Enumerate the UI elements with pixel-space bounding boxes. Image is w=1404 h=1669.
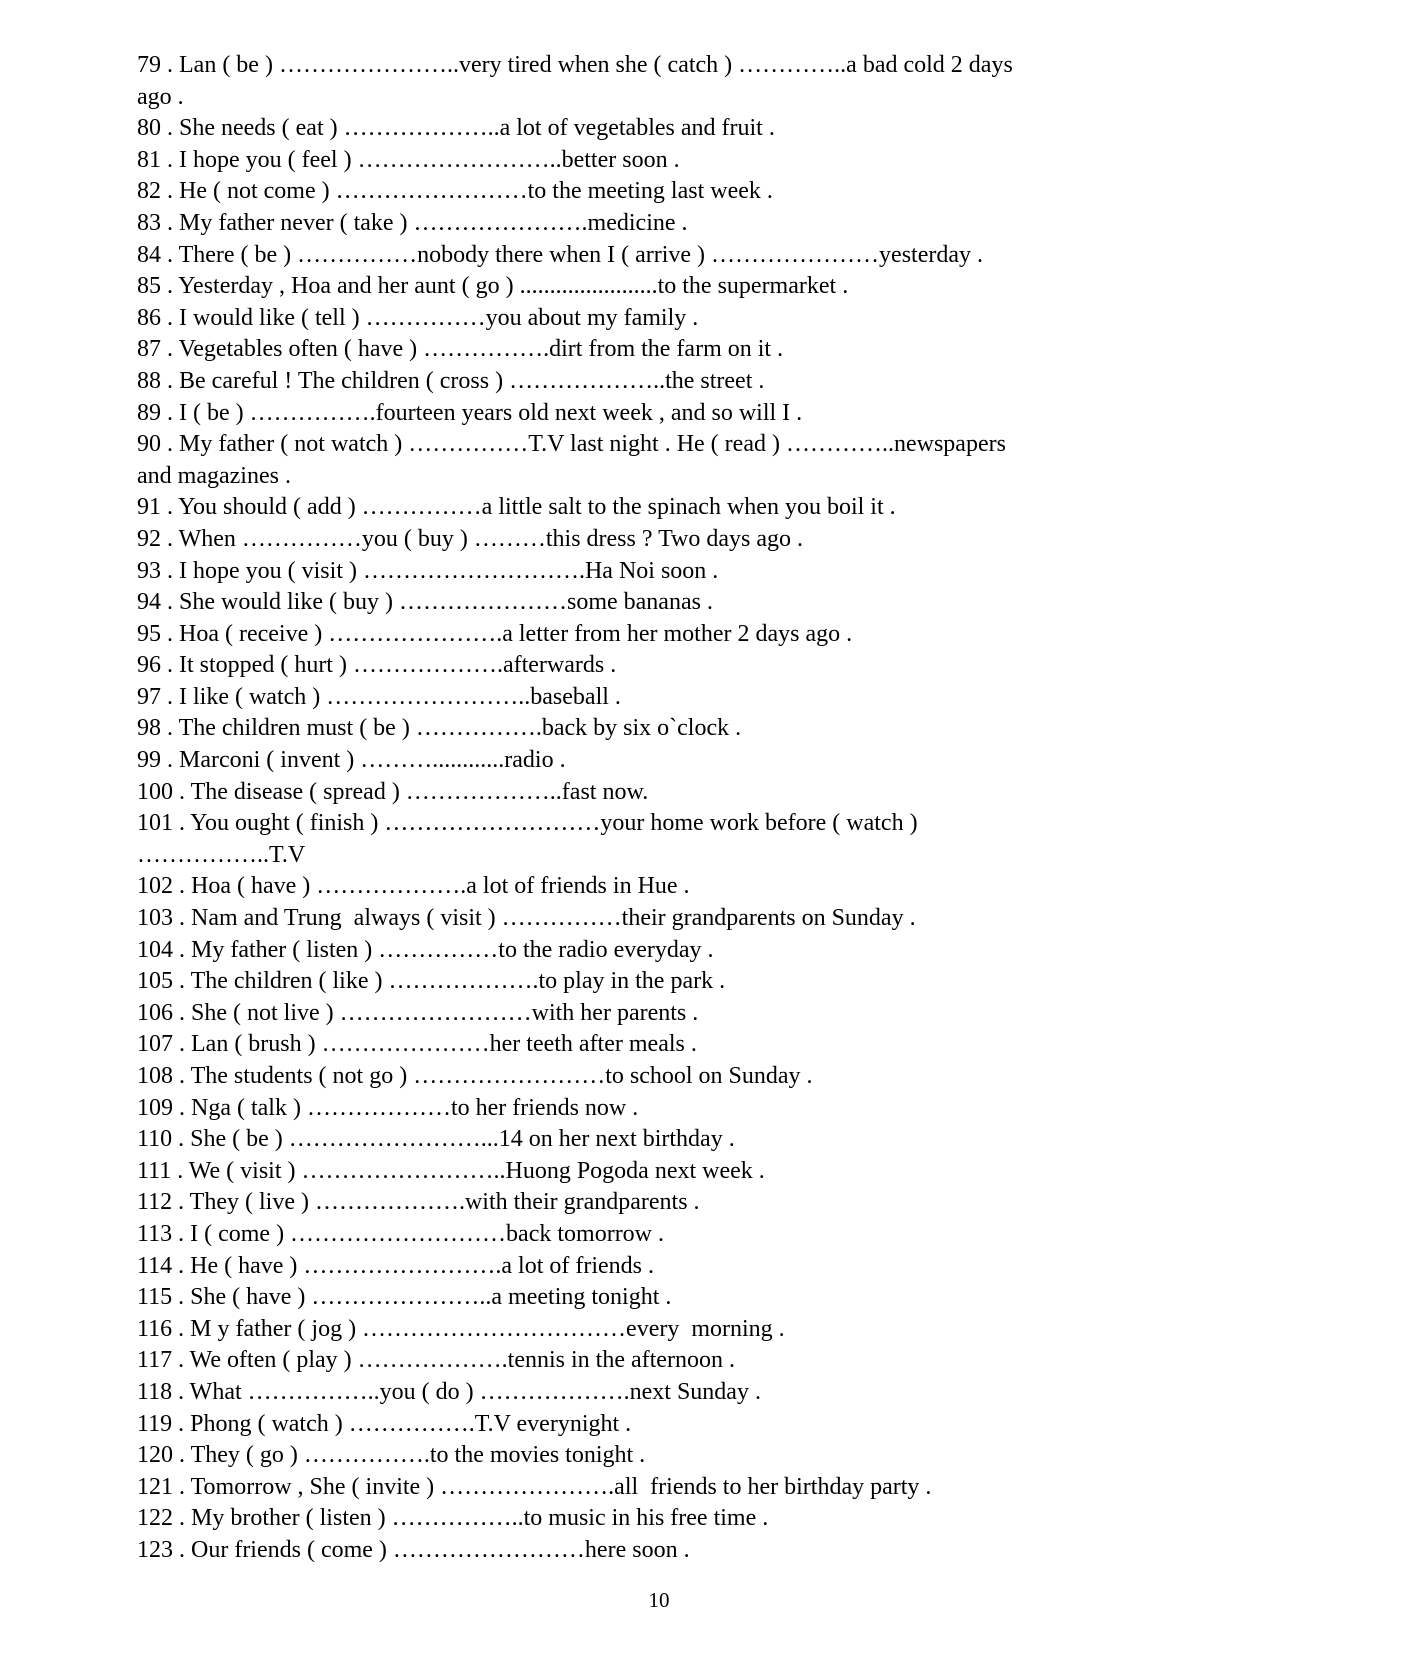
exercise-line: 79 . Lan ( be ) …………………..very tired when she ( catch ) …………..a bad cold 2 days [137, 52, 1013, 78]
exercise-line: 106 . She ( not live ) ……………………with her parents . [137, 999, 699, 1026]
exercise-line: 114 . He ( have ) …………………….a lot of friends . [137, 1252, 655, 1279]
exercise-line: 115 . She ( have ) …………………..a meeting tonight . [137, 1284, 672, 1311]
exercise-line: 120 . They ( go ) …………….to the movies tonight . [137, 1442, 646, 1469]
exercise-line: 107 . Lan ( brush ) …………………her teeth after meals . [137, 1031, 697, 1058]
exercise-line: 110 . She ( be ) ……………………...14 on her next birthday . [137, 1126, 735, 1153]
exercise-line: 116 . M y father ( jog ) ……………………………every morning . [137, 1315, 785, 1342]
exercise-line: 112 . They ( live ) ……………….with their grandparents . [137, 1189, 700, 1216]
exercise-line: 111 . We ( visit ) ……………………..Huong Pogoda next week . [137, 1157, 765, 1184]
exercise-line: 105 . The children ( like ) ……………….to play in the park . [137, 968, 726, 995]
page-number: 10 [648, 1588, 670, 1612]
exercise-line: 100 . The disease ( spread ) ………………..fast now. [137, 778, 649, 805]
exercise-line: 87 . Vegetables often ( have ) …………….dirt from the farm on it . [137, 336, 784, 363]
exercise-line: 108 . The students ( not go ) ……………………to school on Sunday . [137, 1063, 813, 1089]
exercise-line: 121 . Tomorrow , She ( invite ) ………………….all friends to her birthday party . [137, 1473, 932, 1500]
exercise-line: 93 . I hope you ( visit ) ……………………….Ha Noi soon . [137, 557, 719, 584]
exercise-line: 80 . She needs ( eat ) ………………..a lot of vegetables and fruit . [137, 115, 775, 142]
exercise-line: 117 . We often ( play ) ……………….tennis in the afternoon . [137, 1347, 735, 1374]
exercise-line: 119 . Phong ( watch ) …………….T.V everynight . [137, 1410, 632, 1437]
exercise-line: 94 . She would like ( buy ) …………………some bananas . [137, 589, 713, 616]
exercise-line: 98 . The children must ( be ) …………….back by six o`clock . [137, 715, 742, 742]
exercise-line: 109 . Nga ( talk ) ………………to her friends now . [137, 1094, 639, 1121]
exercise-line: 95 . Hoa ( receive ) ………………….a letter from her mother 2 days ago . [137, 620, 853, 647]
exercise-line: 88 . Be careful ! The children ( cross ) ………………..the street . [137, 367, 765, 394]
exercise-line: 92 . When ……………you ( buy ) ………this dress ? Two days ago . [137, 525, 804, 552]
exercise-line: 104 . My father ( listen ) ……………to the radio everyday . [137, 936, 714, 963]
exercise-line: 97 . I like ( watch ) ……………………..baseball . [137, 683, 621, 710]
exercise-line: 113 . I ( come ) ………………………back tomorrow . [137, 1220, 665, 1247]
exercise-line: 102 . Hoa ( have ) ……………….a lot of friends in Hue . [137, 873, 690, 900]
exercise-line: ago . [137, 83, 184, 110]
exercise-line: 84 . There ( be ) ……………nobody there when I ( arrive ) …………………yesterday . [137, 241, 983, 268]
exercise-line: 101 . You ought ( finish ) ………………………your home work before ( watch ) [137, 810, 918, 837]
exercise-line: 103 . Nam and Trung always ( visit ) ……………their grandparents on Sunday . [137, 905, 916, 932]
exercise-line: ……………..T.V [137, 841, 306, 868]
exercise-line: 81 . I hope you ( feel ) ……………………..better soon . [137, 146, 680, 173]
exercise-line: 86 . I would like ( tell ) ……………you about my family . [137, 304, 699, 331]
exercise-line: 123 . Our friends ( come ) ……………………here soon . [137, 1536, 690, 1563]
exercise-line: 89 . I ( be ) …………….fourteen years old next week , and so will I . [137, 399, 803, 426]
exercise-line: 91 . You should ( add ) ……………a little salt to the spinach when you boil it . [137, 494, 896, 521]
exercise-line: 118 . What ……………..you ( do ) ……………….next Sunday . [137, 1378, 761, 1405]
exercise-line: 85 . Yesterday , Hoa and her aunt ( go ) .......................to the supermarket . [137, 273, 849, 300]
exercise-line: 82 . He ( not come ) ……………………to the meeting last week . [137, 178, 773, 205]
exercise-line: 99 . Marconi ( invent ) ………............radio . [137, 747, 566, 774]
exercise-line: 96 . It stopped ( hurt ) ……………….afterwards . [137, 652, 617, 679]
exercise-line: 83 . My father never ( take ) ………………….medicine . [137, 209, 688, 236]
exercise-list [137, 50, 1147, 1567]
exercise-line: 122 . My brother ( listen ) ……………..to music in his free time . [137, 1505, 769, 1532]
exercise-line: and magazines . [137, 462, 291, 489]
exercise-line: 90 . My father ( not watch ) ……………T.V last night . He ( read ) …………..newspapers [137, 431, 1006, 458]
